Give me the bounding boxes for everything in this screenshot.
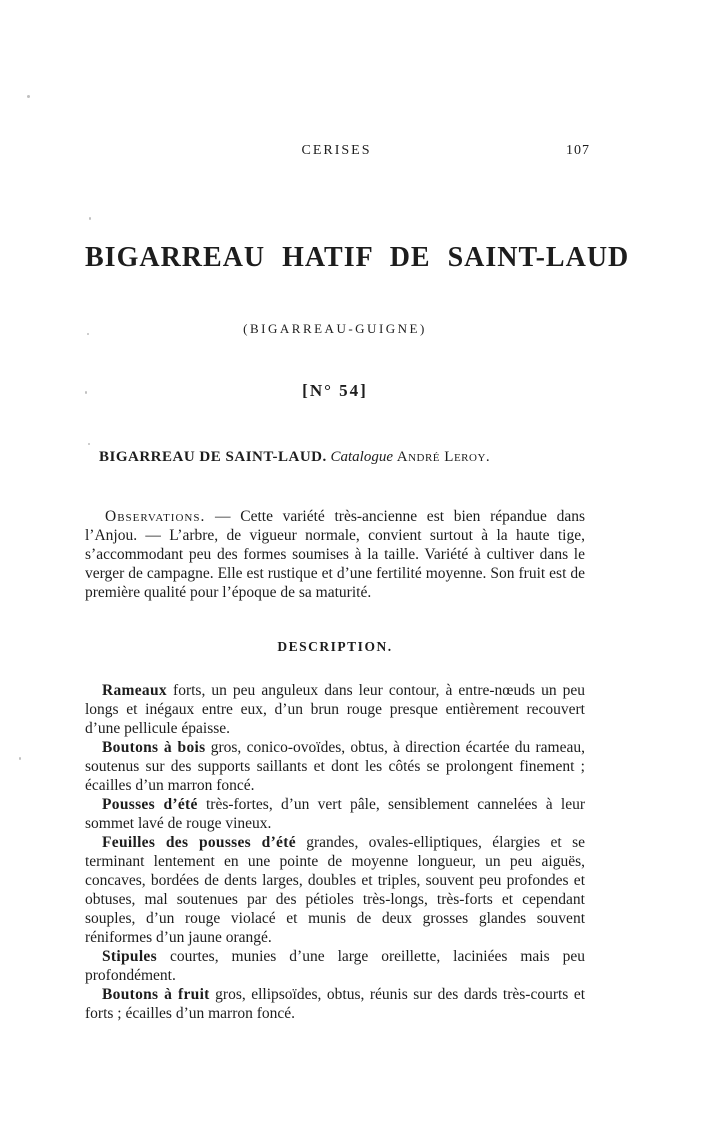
page-number: 107 [566,143,590,158]
description-term: Boutons à fruit [102,986,210,1003]
description-text: gros, conico-ovoïdes, obtus, à direction écartée du rameau, soutenus sur des supports saillants et dont les côtés se prolongent finement ; écailles d’un marron foncé. [85,739,586,794]
observations-lead: Observations. [105,508,206,525]
description-text: gros, ellipsoïdes, obtus, réunis sur des dards très-courts et forts ; écailles d’un marron foncé. [85,986,586,1022]
description-paragraph-boutons-a-bois [85,738,585,795]
description-term: Pousses d’été [102,796,198,813]
scan-speck [27,95,30,98]
description-term: Boutons à bois [102,739,206,756]
description-term: Stipules [102,948,157,965]
description-term: Feuilles des pousses d’été [102,834,296,851]
running-title: CERISES [301,143,372,158]
description-paragraph-feuilles [85,833,585,947]
observations-paragraph [85,507,585,602]
description-text: grandes, ovales-elliptiques, élargies et se terminant lentement en une pointe de moyenne longueur, un peu aiguës, concaves, bordées de dents larges, doubles et triples, souvent peu profondes et obtuses, mal soutenues par des pétioles très-longs, très-forts et cependant souples, d’un rouge violacé et munis de deux grosses glandes souvent réniformes d’un jaune orangé. [85,834,585,946]
article-title: BIGARREAU HATIF DE SAINT-LAUD [85,242,630,273]
observations-body: — Cette variété très-ancienne est bien répandue dans l’Anjou. — L’arbre, de vigueur normale, convient surtout à la haute tige, s’accommodant peu des formes soumises à la taille. Variété à cultiver dans le verger de campagne. Elle est rustique et d’une fertilité moyenne. Son fruit est de première qualité pour l’époque de sa maturité. [85,508,586,601]
description-paragraph-stipules [85,947,585,985]
catalogue-line [85,448,585,467]
catalogue-source-label: Catalogue [330,449,393,465]
description-text: courtes, munies d’une large oreillette, laciniées mais peu profondément. [85,948,586,984]
article-number: [N° 54] [302,381,368,400]
text-column [85,0,630,1023]
description-paragraph-boutons-a-fruit [85,985,585,1023]
variety-name: BIGARREAU DE SAINT-LAUD. [99,449,327,465]
description-heading: DESCRIPTION. [277,639,393,654]
scan-speck [19,757,21,760]
description-term: Rameaux [102,682,167,699]
catalogue-author: André Leroy. [396,449,491,465]
description-text: très-fortes, d’un vert pâle, sensiblement cannelées à leur sommet lavé de rouge vineux. [85,796,585,832]
description-paragraph-pousses-dete [85,795,585,833]
article-subtitle: (BIGARREAU-GUIGNE) [243,321,427,336]
description-text: forts, un peu anguleux dans leur contour, à entre-nœuds un peu longs et inégaux entre eux, d’un brun rouge presque entièrement recouvert d’une pellicule épaisse. [85,682,586,737]
description-paragraph-rameaux [85,681,585,738]
